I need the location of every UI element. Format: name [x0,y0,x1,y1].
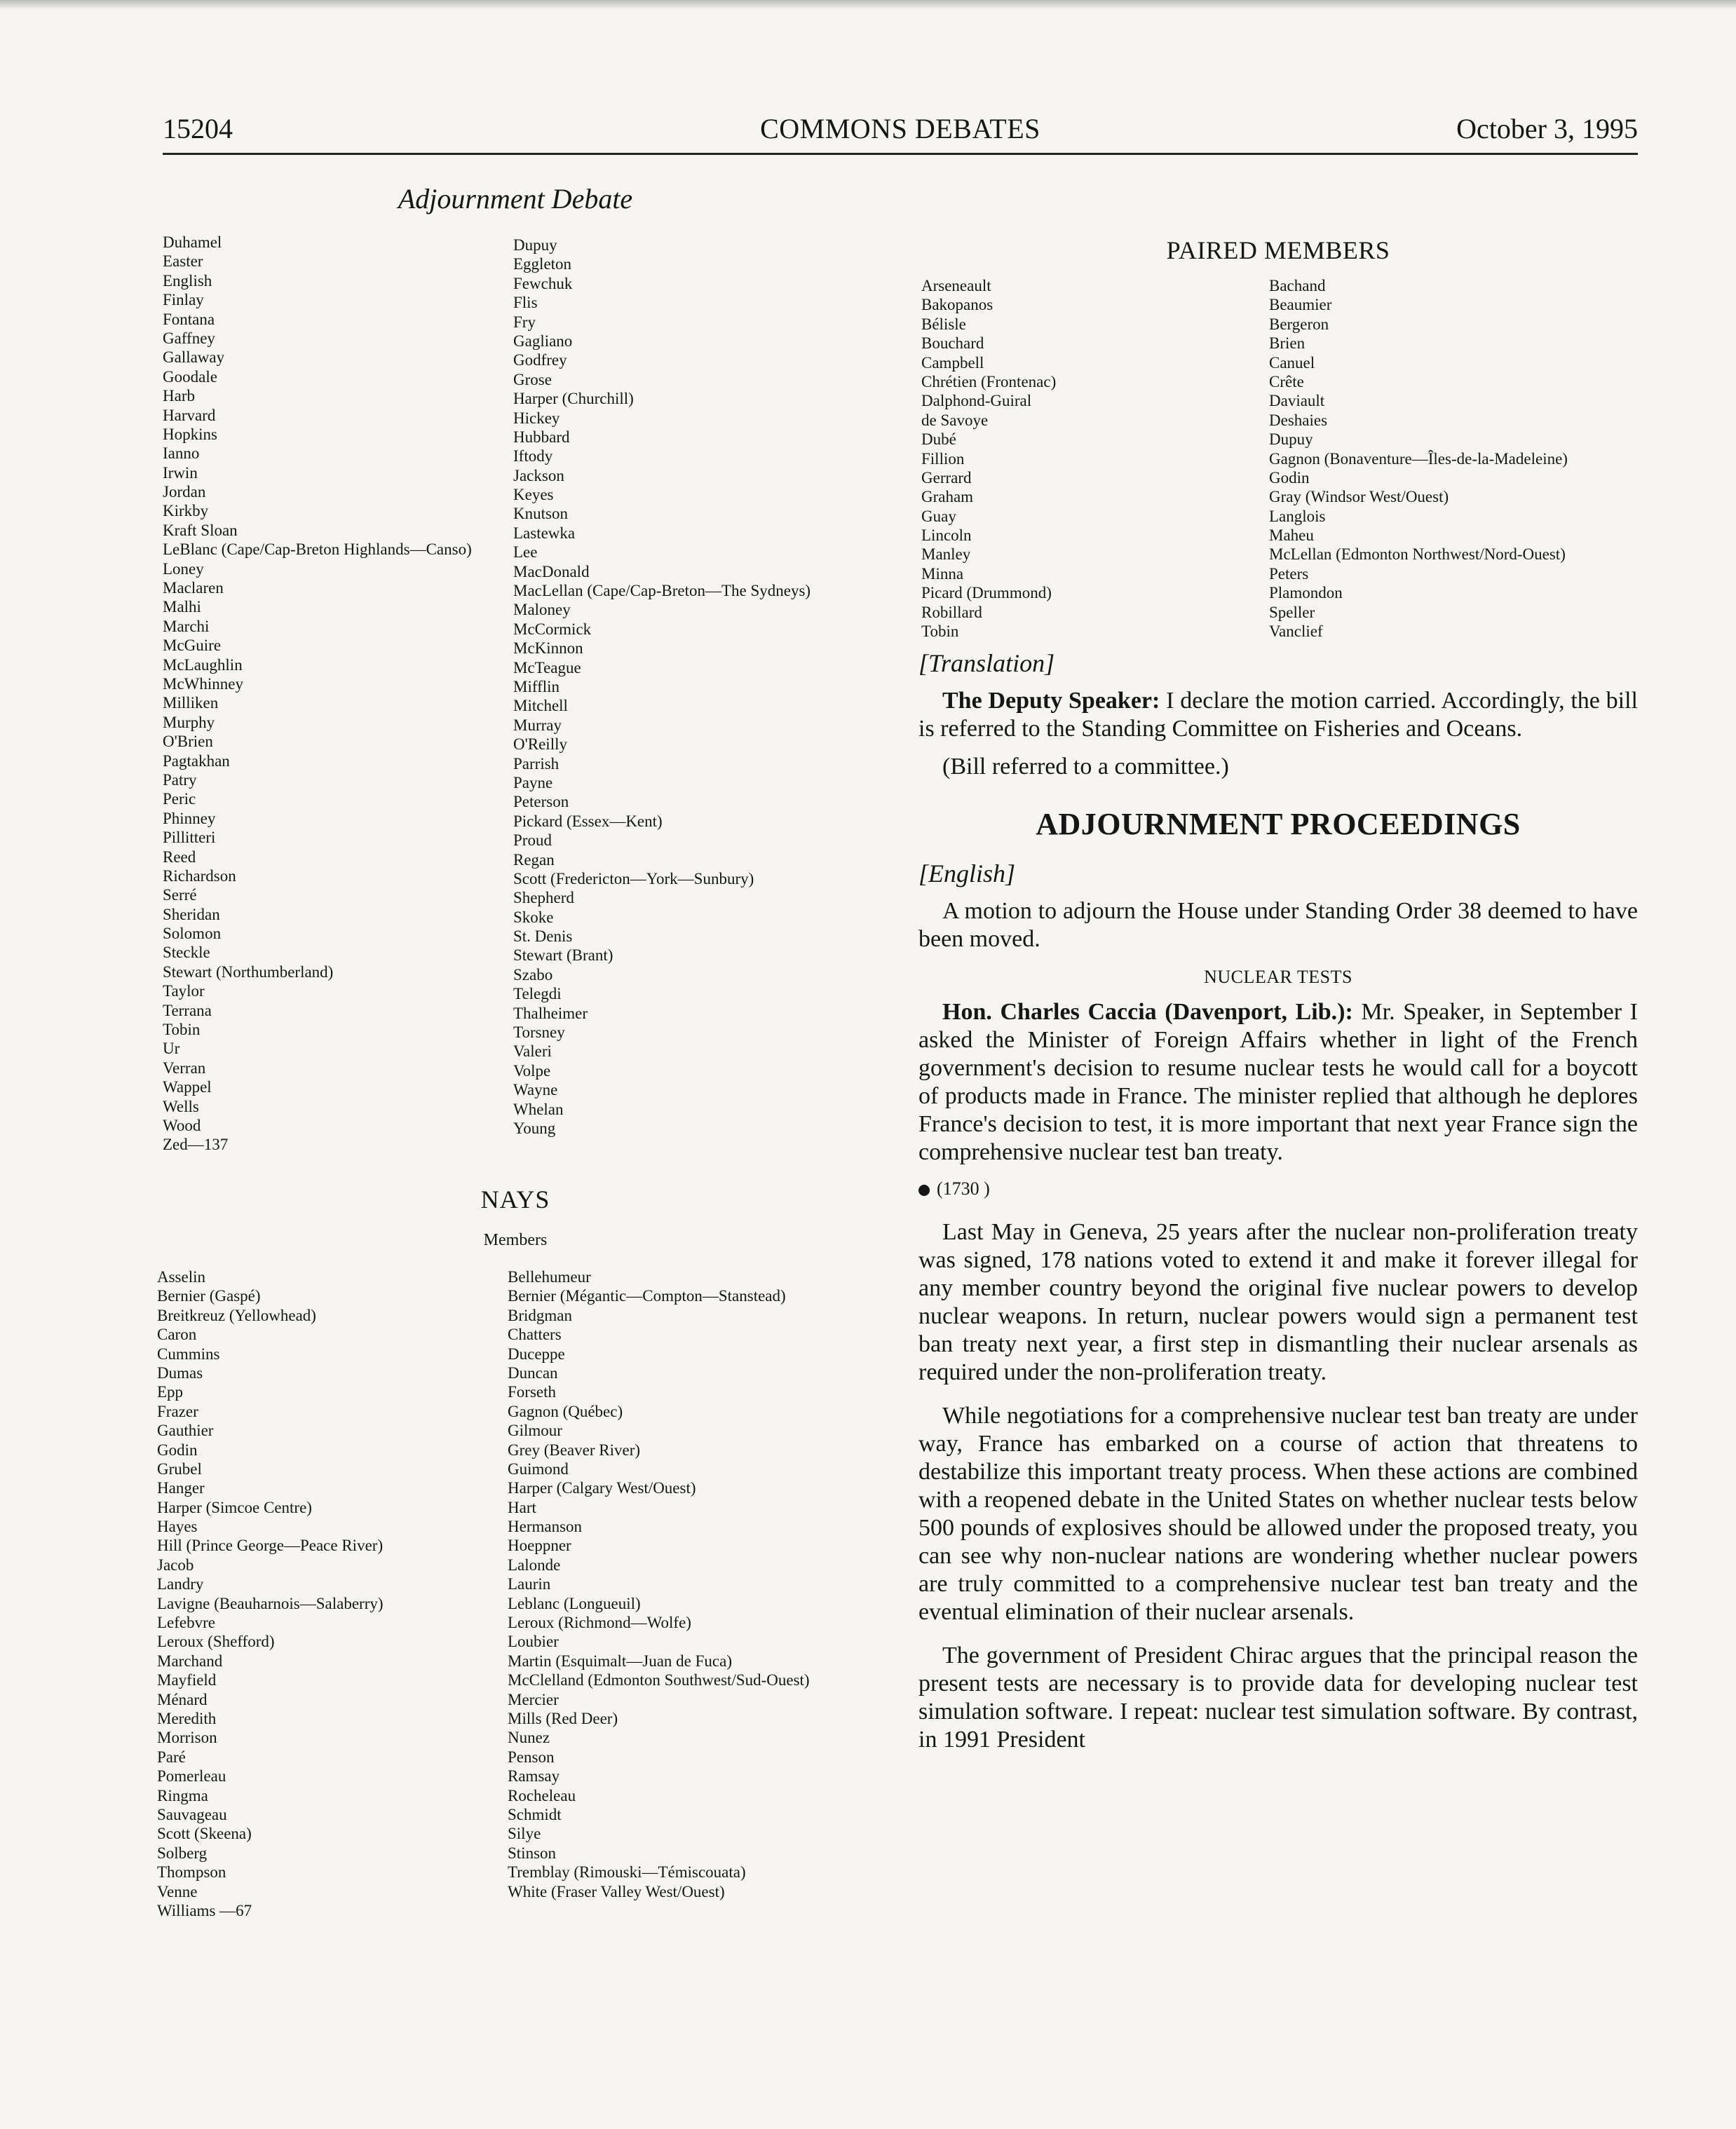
member-name: Leroux (Shefford) [157,1633,275,1651]
member-name: Payne [513,773,553,791]
member-name: Harb [163,387,195,405]
member-name: Grubel [157,1460,202,1478]
paired-column-1 [921,276,1056,641]
member-name: White (Fraser Valley West/Ouest) [508,1882,725,1900]
member-name: Dumas [157,1363,203,1382]
member-name: Proud [513,831,552,850]
member-name: Irwin [163,463,198,482]
member-name: Harper (Simcoe Centre) [157,1498,312,1516]
nays-subtitle: Members [483,1231,548,1249]
member-name: Harper (Churchill) [513,390,634,408]
member-name: Cummins [157,1345,220,1363]
member-name: Patry [163,770,197,789]
member-name: McLellan (Edmonton Northwest/Nord-Ouest) [1269,545,1566,564]
member-name: Lincoln [921,526,972,545]
member-name: Fry [513,313,536,331]
member-name: Parrish [513,754,560,773]
member-name: Wappel [163,1078,212,1096]
member-name: Breitkreuz (Yellowhead) [157,1306,316,1324]
member-name: Shepherd [513,889,574,907]
member-name: Arseneault [921,277,991,294]
member-name: Murray [513,716,562,734]
english-tag: [English] [918,859,1016,887]
member-name: Silye [508,1825,541,1843]
member-name: Pagtakhan [163,751,230,770]
member-name: Gagliano [513,332,573,350]
member-name: Martin (Esquimalt—Juan de Fuca) [508,1652,733,1670]
member-name: Venne [157,1882,198,1900]
member-name: Iftody [513,447,553,465]
member-name: Bakopanos [921,296,994,314]
member-name: Keyes [513,486,554,504]
member-name: Deshaies [1269,411,1328,429]
member-name: de Savoye [921,411,989,429]
member-name: McTeague [513,658,581,676]
member-name: Peters [1269,564,1309,583]
member-name: MacLellan (Cape/Cap-Breton—The Sydneys) [513,582,811,600]
member-name: Ringma [157,1786,208,1804]
member-name: Williams —67 [157,1901,252,1919]
member-name: Bélisle [921,315,966,333]
member-name: Manley [921,545,971,564]
member-name: Gagnon (Québec) [508,1402,623,1420]
member-name: Pillitteri [163,829,216,847]
member-name: Peric [163,790,196,808]
translation-tag: [Translation] [918,649,1055,677]
member-name: Marchi [163,617,210,635]
member-name: Wood [163,1116,201,1134]
member-name: Ianno [163,444,200,463]
member-name: Solberg [157,1844,208,1862]
member-name: Bernier (Mégantic—Compton—Stanstead) [508,1287,786,1305]
member-name: Chrétien (Frontenac) [921,372,1057,390]
publication-date: October 3, 1995 [1456,113,1638,144]
member-name: Pickard (Essex—Kent) [513,812,663,830]
member-name: Morrison [157,1729,217,1747]
member-name: Duncan [508,1363,558,1382]
member-name: Fewchuk [513,274,573,292]
member-name: Lefebvre [157,1614,215,1632]
right-column-text [918,649,1638,1754]
paragraph-geneva: Last May in Geneva, 25 years after the nuclear non-proliferation treaty was signed, 178 nations voted to extend it and make it forever illegal for any member country beyond the original five nuclear powers to develop nuclear weapons. In return, nuclear powers would sign a permanent test ban treaty next year, a first step in dismantling their nuclear arsenals as required under the non-proliferation treaty. [918,1219,1638,1385]
member-name: Godin [157,1441,198,1459]
page-number: 15204 [163,113,233,144]
member-name: Whelan [513,1100,564,1118]
member-name: Hubbard [513,428,570,446]
member-name: Brien [1269,334,1306,353]
member-name: Ur [163,1040,180,1058]
member-name: Torsney [513,1023,565,1042]
member-name: Stewart (Brant) [513,946,613,965]
paragraph-chirac: The government of President Chirac argues that the principal reason the present tests are necessary is to provide data for developing nuclear test simulation software. I repeat: nuclear test simulation software. By contrast, in 1991 President [918,1642,1638,1753]
member-name: Leroux (Richmond—Wolfe) [508,1614,691,1632]
member-name: Laurin [508,1575,551,1593]
member-name: Crête [1269,372,1304,390]
member-name: Godin [1269,468,1310,487]
member-name: Dupuy [513,236,557,254]
member-name: Hermanson [508,1518,583,1536]
member-name: Scott (Skeena) [157,1825,252,1843]
member-name: Tobin [163,1021,201,1039]
member-name: English [163,271,212,290]
member-name: Eggleton [513,255,572,273]
member-name: Paré [157,1748,186,1766]
member-name: Meredith [157,1709,217,1727]
member-name: Knutson [513,505,568,523]
member-name: Bachand [1269,277,1326,294]
member-name: Lastewka [513,524,576,542]
member-name: Volpe [513,1061,551,1080]
member-name: Kraft Sloan [163,521,238,539]
member-name: Lavigne (Beauharnois—Salaberry) [157,1594,384,1612]
member-name: Rocheleau [508,1786,576,1804]
member-name: Asselin [157,1268,205,1286]
member-name: Fillion [921,449,965,468]
member-name: Hopkins [163,425,217,443]
nays-title: NAYS [480,1185,550,1213]
publication-title: COMMONS DEBATES [760,113,1040,144]
yeas-column-2 [513,236,811,1138]
member-name: St. Denis [513,927,573,946]
member-name: Schmidt [508,1805,562,1823]
member-name: Guay [921,507,956,525]
nuclear-tests-subheading: NUCLEAR TESTS [1204,967,1352,987]
member-name: Regan [513,850,555,869]
member-name: Goodale [163,367,217,386]
bullet-icon [918,1185,930,1196]
member-name: Zed—137 [163,1136,229,1154]
member-name: Tobin [921,623,959,641]
member-name: Sauvageau [157,1805,227,1823]
caccia-label: Hon. Charles Caccia (Davenport, Lib.): [942,999,1353,1025]
scan-edge [0,0,1736,10]
member-name: Marchand [157,1652,223,1670]
member-name: Mifflin [513,677,560,695]
member-name: Stewart (Northumberland) [163,963,334,981]
caccia-text: Mr. Speaker, in September I asked the Minister of Foreign Affairs whether in light of the French government's decision to resume nuclear tests he would call for a boycott of products made in France. The minister replied that although he deplores France's decision to test, it is more important that next year France sign the comprehensive nuclear test ban treaty. [918,999,1638,1165]
member-name: Easter [163,252,203,271]
member-name: Skoke [513,908,554,926]
member-name: Tremblay (Rimouski—Témiscouata) [508,1863,746,1882]
member-name: Telegdi [513,985,562,1003]
member-name: Leblanc (Longueuil) [508,1594,641,1612]
time-marker: (1730 ) [937,1178,990,1199]
member-name: Taylor [163,982,205,1000]
member-name: Robillard [921,603,982,621]
member-name: Mitchell [513,697,568,715]
member-name: Landry [157,1575,204,1593]
member-name: Frazer [157,1402,198,1420]
member-name: McGuire [163,637,222,655]
member-name: McWhinney [163,674,243,693]
member-name: Guimond [508,1460,569,1478]
member-name: Duhamel [163,233,222,251]
member-name: Lalonde [508,1556,561,1574]
member-name: Mercier [508,1690,559,1708]
member-name: Verran [163,1059,206,1077]
member-name: Steckle [163,944,210,962]
member-name: Maloney [513,601,571,619]
member-name: Gaffney [163,329,215,347]
member-name: Caron [157,1326,197,1344]
member-name: Harvard [163,406,216,424]
member-name: Dubé [921,430,956,449]
member-name: Young [513,1119,556,1137]
member-name: Szabo [513,965,553,984]
member-name: Penson [508,1748,555,1766]
member-name: Forseth [508,1383,556,1401]
member-name: McCormick [513,620,592,638]
member-name: Solomon [163,925,222,943]
nays-column-2 [508,1267,810,1901]
member-name: Malhi [163,598,201,616]
member-name: Mills (Red Deer) [508,1709,618,1727]
member-name: Pomerleau [157,1767,226,1785]
adjournment-heading: ADJOURNMENT PROCEEDINGS [1036,807,1521,841]
member-name: Jordan [163,483,206,501]
member-name: Wells [163,1097,199,1115]
section-heading: Adjournment Debate [398,183,633,215]
member-name: Murphy [163,713,215,731]
deputy-speaker-text: I declare the motion carried. Accordingly, the bill is referred to the Standing Committee on Fisheries and Oceans. [918,688,1638,742]
member-name: Jacob [157,1556,194,1574]
member-name: Flis [513,294,538,312]
member-name: Jackson [513,466,564,484]
member-name: Hoeppner [508,1537,571,1555]
member-name: Stinson [508,1844,557,1862]
member-name: McLaughlin [163,655,243,674]
member-name: O'Brien [163,733,213,751]
member-name: Nunez [508,1729,550,1747]
member-name: Bridgman [508,1306,572,1324]
paired-column-2 [1269,276,1568,641]
member-name: Hickey [513,409,560,427]
member-name: Loney [163,559,204,578]
member-name: Maheu [1269,526,1314,545]
member-name: Fontana [163,310,215,328]
member-name: Minna [921,564,964,583]
member-name: MacDonald [513,562,590,580]
member-name: Campbell [921,353,984,372]
member-name: Loubier [508,1633,559,1651]
member-name: Grose [513,370,552,388]
yeas-column-1 [163,233,472,1155]
member-name: Hanger [157,1479,205,1497]
member-name: Plamondon [1269,584,1343,602]
member-name: Gallaway [163,348,225,367]
member-name: Bergeron [1269,315,1329,333]
member-name: Milliken [163,694,219,712]
member-name: Duceppe [508,1345,565,1363]
nays-column-1 [157,1267,384,1920]
member-name: Bellehumeur [508,1268,591,1286]
member-name: Canuel [1269,353,1315,372]
member-name: Peterson [513,793,569,811]
member-name: O'Reilly [513,735,567,754]
member-name: Gerrard [921,468,972,487]
member-name: Graham [921,488,974,506]
caccia-paragraph [918,998,1638,1166]
member-name: Sheridan [163,905,220,923]
motion-paragraph: A motion to adjourn the House under Standing Order 38 deemed to have been moved. [918,898,1638,952]
member-name: McKinnon [513,639,583,658]
member-name: Speller [1269,603,1315,621]
member-name: Terrana [163,1001,212,1019]
member-name: Hill (Prince George—Peace River) [157,1537,384,1555]
member-name: Beaumier [1269,296,1332,314]
paired-members-title: PAIRED MEMBERS [1166,236,1390,264]
member-name: Gray (Windsor West/Ouest) [1269,488,1449,506]
member-name: Epp [157,1383,184,1401]
member-name: Wayne [513,1081,558,1099]
member-name: Scott (Fredericton—York—Sunbury) [513,869,754,887]
member-name: Vanclief [1269,623,1323,641]
member-name: Bouchard [921,334,984,353]
bill-referred-note: (Bill referred to a committee.) [942,754,1229,780]
member-name: Langlois [1269,507,1326,525]
member-name: Ramsay [508,1767,560,1785]
member-name: Hart [508,1498,536,1516]
member-name: Chatters [508,1326,562,1344]
time-marker-row [918,1175,1638,1203]
member-name: Ménard [157,1690,208,1708]
member-name: Harper (Calgary West/Ouest) [508,1479,696,1497]
member-name: Richardson [163,866,236,885]
deputy-speaker-paragraph [918,687,1638,743]
member-name: Daviault [1269,392,1325,410]
member-name: Maclaren [163,579,224,597]
member-name: Reed [163,848,196,866]
paragraph-negotiations: While negotiations for a comprehensive nuclear test ban treaty are under way, France has embarked on a course of action that threatens to destabilize this important treaty process. When these actions are combined with a reopened debate in the United States on whether nuclear tests below 500 pounds of explosives should be allowed under the proposed treaty, you can see why non-nuclear nations are wondering whether nuclear powers are truly committed to a comprehensive nuclear test ban treaty and the eventual elimination of their nuclear arsenals. [918,1403,1638,1625]
member-name: Gilmour [508,1422,562,1440]
member-name: Hayes [157,1518,198,1536]
member-name: Finlay [163,291,204,309]
member-name: Valeri [513,1042,552,1061]
member-name: Gagnon (Bonaventure—Îles-de-la-Madeleine) [1269,449,1568,468]
member-name: Thalheimer [513,1004,588,1022]
member-name: Kirkby [163,502,209,520]
member-name: Phinney [163,809,216,827]
deputy-speaker-label: The Deputy Speaker: [942,688,1160,714]
header-rule [163,153,1638,155]
member-name: Picard (Drummond) [921,584,1052,602]
member-name: Grey (Beaver River) [508,1441,641,1459]
member-name: Godfrey [513,351,567,369]
member-name: McClelland (Edmonton Southwest/Sud-Ouest) [508,1671,810,1689]
member-name: Serré [163,886,197,904]
member-name: Gauthier [157,1422,214,1440]
member-name: Dalphond-Guiral [921,392,1032,410]
member-name: Bernier (Gaspé) [157,1287,261,1305]
member-name: Thompson [157,1863,226,1882]
member-name: Mayfield [157,1671,217,1689]
page-header [163,112,1638,151]
member-name: LeBlanc (Cape/Cap-Breton Highlands—Canso) [163,540,472,559]
member-name: Lee [513,543,538,562]
member-name: Dupuy [1269,430,1313,449]
